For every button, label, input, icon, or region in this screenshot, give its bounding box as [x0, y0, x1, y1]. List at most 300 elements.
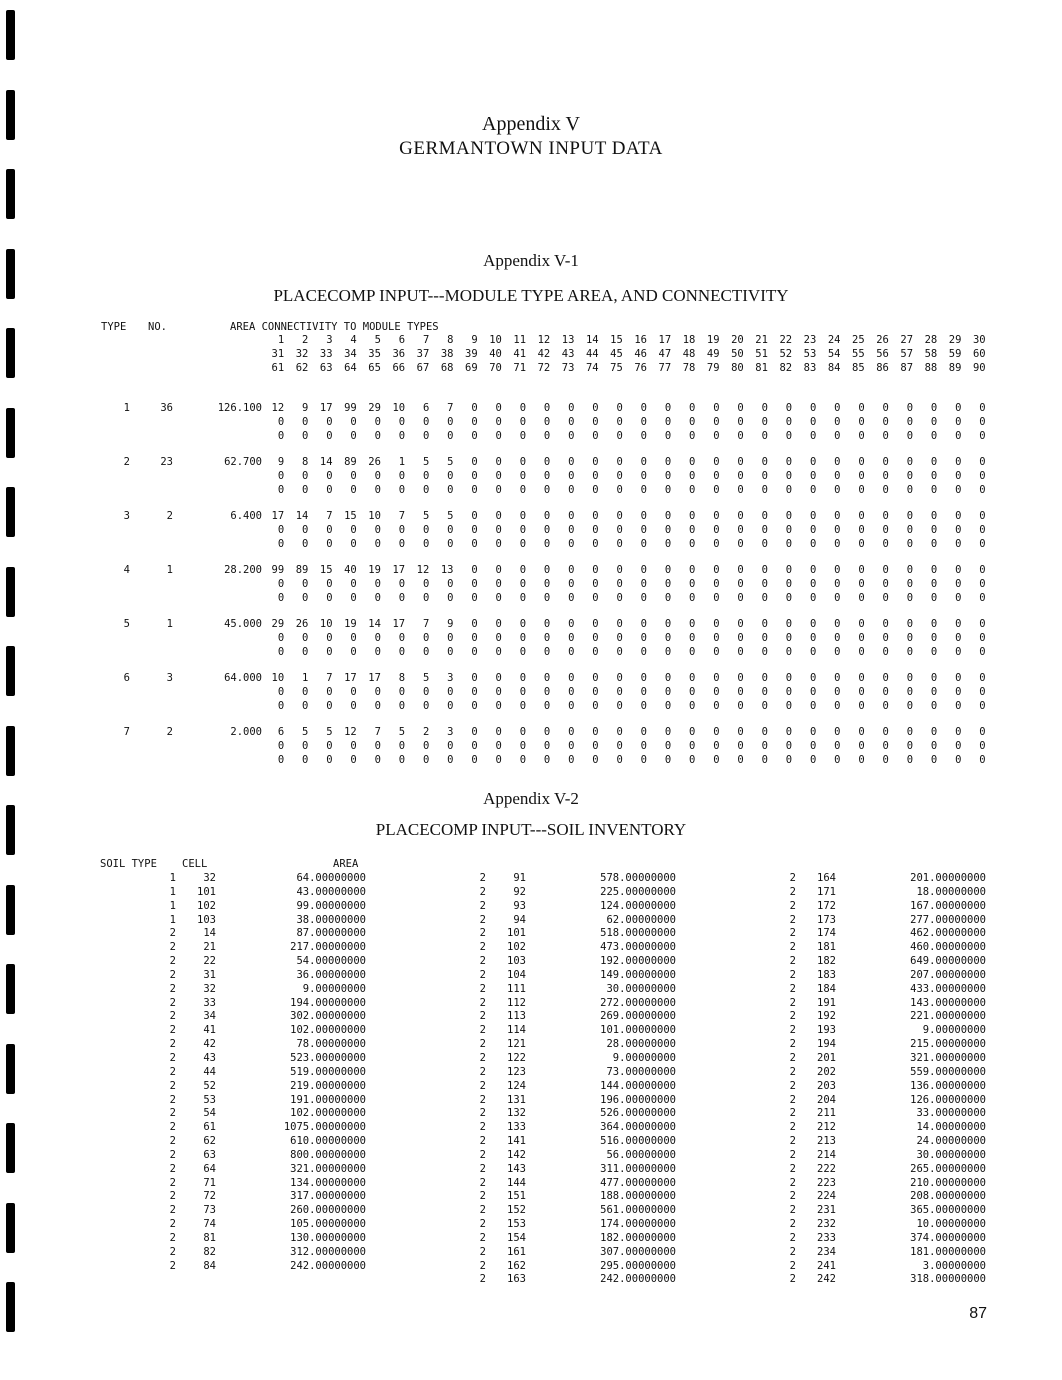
grid-cell: 0: [737, 754, 744, 766]
grid-cell: 0: [350, 754, 357, 766]
grid-cell: 0: [447, 430, 454, 442]
soil-row: [410, 1148, 710, 1162]
soil-type: 2: [789, 1218, 796, 1231]
grid-cell: 0: [664, 672, 672, 684]
soil-type: 2: [479, 1038, 486, 1051]
grid-cell: 0: [785, 700, 793, 712]
soil-area: 201.00000000: [910, 872, 986, 884]
soil-row: [100, 982, 400, 996]
soil-type: 2: [479, 1107, 486, 1120]
soil-row: [100, 1189, 400, 1203]
soil-area: 38.00000000: [296, 913, 366, 926]
soil-cell: 41: [203, 1024, 216, 1037]
grid-cell: 0: [447, 470, 454, 482]
soil-row: [410, 1037, 710, 1051]
grid-cell: 0: [664, 456, 672, 468]
grid-cell: 62: [295, 362, 309, 374]
grid-cell: 52: [779, 348, 793, 360]
grid-cell: 0: [568, 430, 575, 442]
grid-cell: 0: [447, 700, 454, 712]
soil-type: 2: [789, 927, 796, 940]
grid-cell: 10: [271, 672, 285, 684]
grid-cell: 0: [737, 686, 744, 698]
grid-cell: 0: [640, 456, 647, 468]
soil-type: 2: [479, 1093, 486, 1106]
soil-row: [410, 871, 710, 885]
grid-cell: 0: [955, 578, 962, 590]
grid-cell: 0: [374, 700, 381, 712]
grid-cell: 5: [422, 456, 430, 468]
grid-cell: 0: [543, 402, 551, 414]
grid-cell: 0: [979, 578, 986, 590]
grid-cell: 0: [785, 402, 793, 414]
grid-cell: 0: [858, 646, 865, 658]
soil-area: 24.00000000: [916, 1135, 986, 1148]
grid-cell: 0: [809, 510, 817, 522]
grid-cell: 0: [930, 484, 938, 496]
soil-row: [100, 885, 400, 899]
soil-type: 2: [169, 1190, 176, 1203]
grid-cell: 0: [834, 510, 841, 522]
soil-type: 2: [169, 1204, 176, 1217]
soil-area: 207.00000000: [910, 968, 986, 981]
grid-cell: 0: [495, 686, 502, 698]
grid-cell: 0: [422, 686, 430, 698]
grid-cell: 0: [447, 754, 454, 766]
grid-cell: 0: [495, 578, 502, 590]
grid-cell: 0: [640, 592, 647, 604]
grid-cell: 0: [930, 524, 938, 536]
grid-cell: 0: [979, 470, 986, 482]
grid-cell: 0: [882, 754, 889, 766]
soil-type: 2: [789, 1065, 796, 1078]
soil-row: [720, 968, 1020, 982]
soil-cell: 194: [817, 1038, 836, 1051]
grid-cell: 0: [277, 484, 285, 496]
grid-cell: 7: [326, 510, 333, 522]
grid-cell: 0: [398, 416, 406, 428]
grid-cell: 82: [779, 362, 793, 374]
soil-row: [100, 913, 400, 927]
appendix-title: Appendix V: [482, 113, 580, 135]
soil-area: 78.00000000: [296, 1038, 366, 1051]
soil-cell: 132: [507, 1107, 526, 1120]
grid-cell: 0: [979, 618, 986, 630]
grid-cell: 0: [326, 578, 333, 590]
soil-row: [410, 1009, 710, 1023]
grid-cell: 0: [689, 510, 696, 522]
grid-cell: 0: [326, 430, 333, 442]
grid-cell: 0: [713, 510, 720, 522]
soil-row: [100, 996, 400, 1010]
grid-cell: 0: [374, 632, 381, 644]
grid-cell: 0: [906, 524, 914, 536]
grid-cell: 0: [906, 740, 914, 752]
grid-cell: 0: [761, 672, 768, 684]
grid-cell: 0: [616, 430, 623, 442]
module-count: 23: [160, 456, 173, 468]
grid-cell: 6: [277, 726, 285, 738]
soil-type: 2: [169, 955, 176, 968]
soil-area: 477.00000000: [600, 1176, 676, 1189]
module-area: 28.200: [224, 564, 262, 576]
grid-cell: 0: [302, 524, 309, 536]
grid-cell: 0: [592, 524, 599, 536]
soil-row: [100, 1134, 400, 1148]
grid-cell: 0: [955, 700, 962, 712]
soil-cell: 113: [507, 1010, 526, 1023]
soil-area: 374.00000000: [910, 1231, 986, 1244]
grid-cell: 0: [374, 578, 381, 590]
grid-cell: 0: [737, 672, 744, 684]
soil-row: [720, 1259, 1020, 1273]
grid-cell: 0: [834, 592, 841, 604]
grid-cell: 0: [422, 430, 430, 442]
soil-cell: 94: [513, 913, 526, 926]
soil-type: 2: [169, 1051, 176, 1064]
soil-area: 192.00000000: [600, 955, 676, 968]
grid-cell: 0: [809, 754, 817, 766]
grid-cell: 0: [689, 618, 696, 630]
grid-cell: 84: [827, 362, 841, 374]
grid-cell: 0: [858, 456, 865, 468]
grid-cell: 0: [374, 470, 381, 482]
grid-cell: 11: [513, 334, 527, 346]
grid-cell: 0: [664, 646, 672, 658]
module-index-row: [266, 361, 992, 375]
grid-cell: 0: [930, 578, 938, 590]
grid-cell: 57: [900, 348, 914, 360]
soil-row: [410, 1203, 710, 1217]
grid-cell: 0: [326, 632, 333, 644]
grid-cell: 0: [495, 430, 502, 442]
grid-cell: 0: [350, 484, 357, 496]
grid-cell: 29: [368, 402, 381, 414]
grid-cell: 0: [495, 564, 502, 576]
grid-cell: 0: [519, 470, 527, 482]
soil-type: 2: [789, 1010, 796, 1023]
soil-type: 2: [479, 927, 486, 940]
soil-area: 14.00000000: [916, 1121, 986, 1134]
grid-cell: 0: [277, 416, 285, 428]
grid-cell: 0: [471, 632, 478, 644]
soil-type: 2: [789, 1038, 796, 1051]
grid-cell: 0: [568, 618, 575, 630]
grid-cell: 0: [471, 524, 478, 536]
binding-hole: [6, 10, 15, 60]
soil-cell: 31: [203, 968, 216, 981]
grid-cell: 0: [785, 538, 793, 550]
grid-cell: 0: [713, 754, 720, 766]
soil-area: 54.00000000: [296, 955, 366, 968]
grid-cell: 0: [955, 538, 962, 550]
soil-row: [100, 871, 400, 885]
grid-cell: 0: [543, 510, 551, 522]
grid-cell: 0: [930, 618, 938, 630]
grid-cell: 0: [882, 484, 889, 496]
soil-type: 2: [479, 1051, 486, 1064]
grid-cell: 0: [592, 402, 599, 414]
grid-cell: 0: [955, 402, 962, 414]
soil-cell: 91: [513, 872, 526, 884]
grid-cell: 0: [471, 618, 478, 630]
soil-area: 473.00000000: [600, 941, 676, 954]
grid-cell: 0: [302, 416, 309, 428]
grid-cell: 0: [592, 726, 599, 738]
soil-row: [410, 1051, 710, 1065]
grid-cell: 23: [803, 334, 817, 346]
soil-cell: 52: [203, 1079, 216, 1092]
soil-area: 242.00000000: [600, 1273, 676, 1286]
module-type: 3: [123, 510, 130, 522]
grid-cell: 0: [882, 686, 889, 698]
soil-area: 321.00000000: [290, 1162, 366, 1175]
grid-cell: 6: [422, 402, 430, 414]
grid-cell: 0: [761, 646, 768, 658]
grid-cell: 0: [906, 416, 914, 428]
soil-type: 2: [169, 1231, 176, 1244]
grid-cell: 0: [858, 672, 865, 684]
grid-cell: 0: [519, 618, 527, 630]
grid-cell: 0: [882, 430, 889, 442]
grid-cell: 0: [640, 470, 647, 482]
soil-row: [720, 1189, 1020, 1203]
grid-cell: 0: [277, 592, 285, 604]
grid-cell: 0: [689, 726, 696, 738]
soil-area: 33.00000000: [916, 1107, 986, 1120]
grid-cell: 0: [761, 740, 768, 752]
grid-cell: 27: [900, 334, 914, 346]
grid-cell: 0: [495, 618, 502, 630]
soil-row: [720, 871, 1020, 885]
soil-type: 2: [169, 1107, 176, 1120]
connectivity-grid: [266, 725, 992, 767]
no-column-header: NO.: [148, 321, 167, 333]
grid-cell: 0: [809, 632, 817, 644]
grid-cell: 0: [326, 484, 333, 496]
grid-cell: 0: [398, 484, 406, 496]
soil-cell: 222: [817, 1162, 836, 1175]
grid-cell: 0: [979, 726, 986, 738]
grid-cell: 8: [447, 334, 454, 346]
grid-cell: 0: [979, 524, 986, 536]
soil-cell: 164: [817, 872, 836, 884]
soil-type: 2: [789, 1148, 796, 1161]
soil-type: 2: [479, 941, 486, 954]
soil-cell: 54: [203, 1107, 216, 1120]
grid-cell: 70: [489, 362, 502, 374]
soil-area: 365.00000000: [910, 1204, 986, 1217]
grid-cell: 0: [882, 726, 889, 738]
soil-cell: 104: [507, 968, 526, 981]
binding-holes: [6, 0, 20, 1380]
grid-cell: 38: [440, 348, 454, 360]
soil-type: 1: [169, 885, 176, 898]
grid-cell: 0: [906, 592, 914, 604]
soil-type: 2: [169, 927, 176, 940]
grid-cell: 0: [955, 564, 962, 576]
grid-cell: 99: [271, 564, 285, 576]
grid-cell: 0: [543, 538, 551, 550]
soil-type: 2: [789, 1162, 796, 1175]
grid-cell: 0: [568, 564, 575, 576]
soil-cell: 201: [817, 1051, 836, 1064]
grid-cell: 0: [737, 632, 744, 644]
grid-cell: 0: [568, 538, 575, 550]
grid-cell: 0: [398, 686, 406, 698]
grid-cell: 9: [302, 402, 309, 414]
grid-cell: 0: [882, 672, 889, 684]
soil-area: 124.00000000: [600, 899, 676, 912]
grid-cell: 1: [398, 456, 406, 468]
soil-row: [410, 1176, 710, 1190]
grid-cell: 79: [706, 362, 720, 374]
grid-cell: 0: [713, 700, 720, 712]
soil-area: 144.00000000: [600, 1079, 676, 1092]
grid-cell: 0: [979, 592, 986, 604]
grid-cell: 0: [979, 484, 986, 496]
binding-hole: [6, 646, 15, 696]
grid-cell: 0: [930, 700, 938, 712]
grid-cell: 0: [858, 524, 865, 536]
grid-cell: 0: [689, 456, 696, 468]
grid-cell: 0: [350, 470, 357, 482]
grid-cell: 0: [495, 754, 502, 766]
grid-cell: 0: [398, 578, 406, 590]
grid-cell: 0: [592, 564, 599, 576]
module-count: 36: [160, 402, 173, 414]
grid-cell: 0: [398, 524, 406, 536]
grid-cell: 0: [568, 402, 575, 414]
soil-cell: 21: [203, 941, 216, 954]
grid-cell: 0: [568, 456, 575, 468]
grid-cell: 0: [447, 578, 454, 590]
soil-row: [100, 1065, 400, 1079]
grid-cell: 0: [809, 726, 817, 738]
soil-type: 2: [789, 885, 796, 898]
grid-cell: 0: [447, 740, 454, 752]
soil-type: 2: [789, 1024, 796, 1037]
soil-row: [720, 1079, 1020, 1093]
grid-cell: 0: [350, 686, 357, 698]
soil-area: 87.00000000: [296, 927, 366, 940]
grid-cell: 0: [543, 726, 551, 738]
grid-cell: 0: [785, 430, 793, 442]
grid-cell: 0: [374, 416, 381, 428]
grid-cell: 0: [543, 430, 551, 442]
grid-cell: 0: [664, 416, 672, 428]
grid-cell: 0: [882, 510, 889, 522]
grid-cell: 99: [344, 402, 357, 414]
grid-cell: 0: [737, 416, 744, 428]
soil-cell: 101: [507, 927, 526, 940]
grid-cell: 0: [761, 754, 768, 766]
soil-row: [720, 982, 1020, 996]
soil-area: 519.00000000: [290, 1065, 366, 1078]
grid-cell: 45: [610, 348, 623, 360]
soil-row: [410, 913, 710, 927]
grid-cell: 0: [761, 470, 768, 482]
soil-row: [410, 1120, 710, 1134]
grid-cell: 0: [834, 524, 841, 536]
module-type: 4: [123, 564, 130, 576]
grid-cell: 0: [543, 700, 551, 712]
grid-cell: 0: [543, 672, 551, 684]
soil-row: [720, 1009, 1020, 1023]
grid-cell: 0: [447, 632, 454, 644]
soil-area: 559.00000000: [910, 1065, 986, 1078]
grid-cell: 0: [930, 564, 938, 576]
grid-cell: 28: [924, 334, 938, 346]
grid-cell: 0: [374, 524, 381, 536]
grid-cell: 0: [906, 754, 914, 766]
grid-cell: 0: [495, 456, 502, 468]
grid-cell: 0: [326, 416, 333, 428]
grid-cell: 0: [350, 524, 357, 536]
grid-cell: 0: [785, 578, 793, 590]
grid-cell: 0: [543, 646, 551, 658]
soil-area: 219.00000000: [290, 1079, 366, 1092]
soil-cell: 143: [507, 1162, 526, 1175]
soil-type: 2: [789, 1190, 796, 1203]
grid-cell: 0: [422, 754, 430, 766]
grid-cell: 0: [858, 430, 865, 442]
grid-cell: 0: [568, 632, 575, 644]
grid-cell: 0: [664, 510, 672, 522]
soil-area: 208.00000000: [910, 1190, 986, 1203]
grid-cell: 0: [568, 510, 575, 522]
soil-row: [720, 1065, 1020, 1079]
grid-cell: 2: [422, 726, 430, 738]
soil-type: 2: [169, 1162, 176, 1175]
soil-area: 518.00000000: [600, 927, 676, 940]
grid-cell: 0: [374, 686, 381, 698]
grid-cell: 0: [398, 538, 406, 550]
grid-cell: 0: [447, 686, 454, 698]
soil-type: 2: [479, 1176, 486, 1189]
grid-cell: 0: [616, 618, 623, 630]
grid-cell: 9: [471, 334, 478, 346]
grid-cell: 0: [592, 456, 599, 468]
grid-cell: 17: [271, 510, 285, 522]
grid-cell: 0: [519, 564, 527, 576]
grid-cell: 0: [809, 646, 817, 658]
soil-type: 2: [789, 899, 796, 912]
soil-area: 196.00000000: [600, 1093, 676, 1106]
grid-cell: 0: [689, 672, 696, 684]
soil-type: 2: [789, 1273, 796, 1286]
soil-area: 9.00000000: [302, 982, 366, 995]
grid-cell: 0: [471, 456, 478, 468]
grid-cell: 0: [640, 538, 647, 550]
grid-cell: 0: [737, 524, 744, 536]
grid-cell: 0: [374, 430, 381, 442]
grid-cell: 10: [392, 402, 406, 414]
soil-row: [100, 1259, 400, 1273]
soil-row: [720, 1231, 1020, 1245]
soil-row: [100, 1093, 400, 1107]
grid-cell: 0: [955, 524, 962, 536]
grid-cell: 0: [519, 416, 527, 428]
soil-cell: 64: [203, 1162, 216, 1175]
grid-cell: 0: [689, 564, 696, 576]
module-area: 2.000: [230, 726, 262, 738]
soil-cell: 154: [507, 1231, 526, 1244]
grid-cell: 0: [592, 592, 599, 604]
grid-cell: 0: [713, 484, 720, 496]
soil-type: 1: [169, 899, 176, 912]
soil-cell: 153: [507, 1218, 526, 1231]
